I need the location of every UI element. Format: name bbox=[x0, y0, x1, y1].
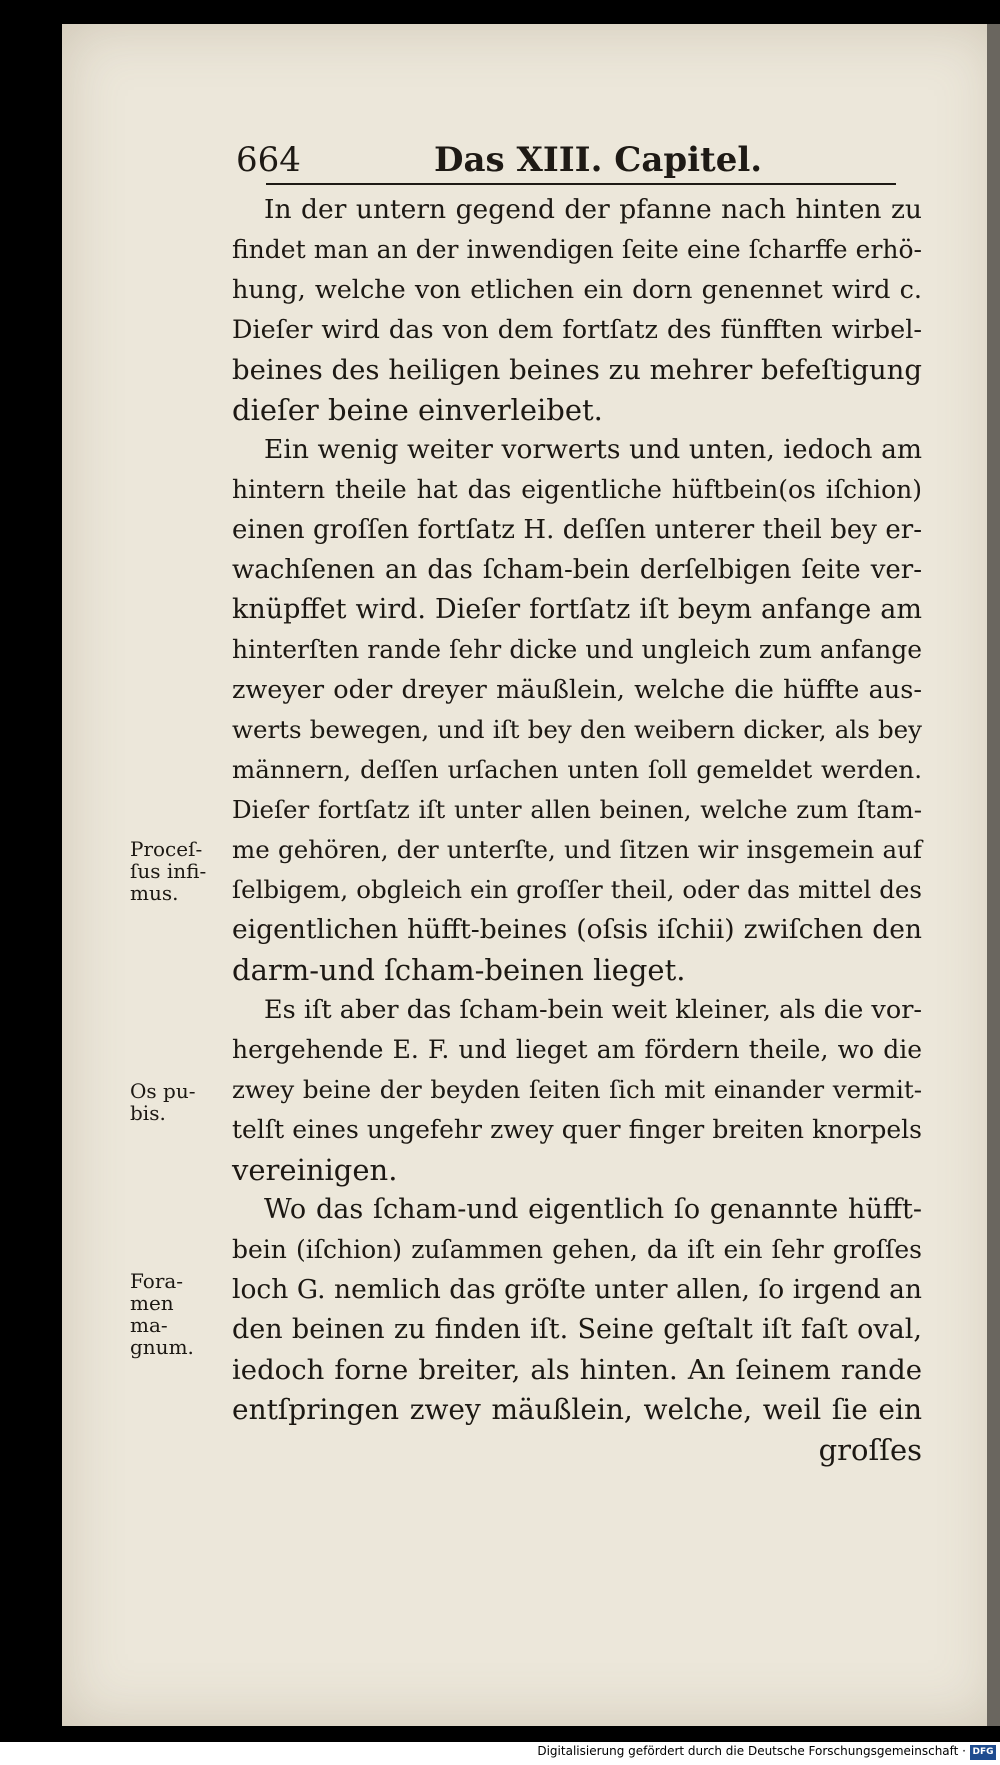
text-line: loch G. nemlich das gröſte unter allen, ſo irgend an bbox=[232, 1274, 922, 1305]
text-line: hung, welche von etlichen ein dorn genennet wird c. bbox=[232, 275, 922, 305]
text-line: Wo das ſcham-und eigentlich ſo genannte hüfft- bbox=[264, 1194, 922, 1225]
text-line: Ein wenig weiter vorwerts und unten, iedoch am bbox=[264, 434, 922, 465]
page-number: 664 bbox=[236, 140, 301, 180]
margin-note-os-pubis: Os pu- bis. bbox=[130, 1079, 196, 1125]
footer-credit: Digitalisierung gefördert durch die Deutsche Forschungsgemeinschaft · bbox=[537, 1744, 966, 1758]
dfg-logo: DFG bbox=[970, 1745, 996, 1760]
text-line: hergehende E. F. und lieget am fördern theile, wo die bbox=[232, 1035, 922, 1064]
text-line: den beinen zu finden iſt. Seine geſtalt iſt faſt oval, bbox=[232, 1314, 922, 1345]
text-line: dieſer beine einverleibet. bbox=[232, 393, 603, 427]
body-text bbox=[232, 190, 922, 1470]
text-line: hinterſten rande ſehr dicke und ungleich zum anfange bbox=[232, 635, 922, 664]
text-line: In der untern gegend der pfanne nach hinten zu bbox=[264, 194, 922, 225]
text-line: männern, deſſen urſachen unten ſoll gemeldet werden. bbox=[232, 755, 922, 784]
text-line: beines des heiligen beines zu mehrer befeſtigung bbox=[232, 354, 922, 386]
text-line: telſt eines ungefehr zwey quer finger breiten knorpels bbox=[232, 1115, 922, 1144]
text-line: findet man an der inwendigen ſeite eine ſcharffe erhö- bbox=[232, 235, 922, 264]
header-rule-right bbox=[342, 183, 896, 185]
margin-note-processus: Proceſ- ſus infi- mus. bbox=[130, 837, 207, 905]
text-line: iedoch forne breiter, als hinten. An ſeinem rande bbox=[232, 1354, 922, 1386]
text-line: me gehören, der unterſte, und ſitzen wir insgemein auf bbox=[232, 835, 922, 864]
text-line: knüpffet wird. Dieſer fortſatz iſt beym anfange am bbox=[232, 594, 922, 625]
text-line: Dieſer fortſatz iſt unter allen beinen, welche zum ſtam- bbox=[232, 795, 922, 824]
text-line: werts bewegen, und iſt bey den weibern dicker, als bey bbox=[232, 715, 922, 744]
text-line: Dieſer wird das von dem fortſatz des fünfften wirbel- bbox=[232, 315, 922, 345]
page-edge bbox=[987, 24, 1000, 1726]
text-line: darm-und ſcham-beinen lieget. bbox=[232, 953, 686, 987]
text-line: hintern theile hat das eigentliche hüftbein(os iſchion) bbox=[232, 475, 922, 504]
text-line: zwey beine der beyden ſeiten ſich mit einander vermit- bbox=[232, 1075, 922, 1104]
text-line: zweyer oder dreyer mäußlein, welche die hüffte aus- bbox=[232, 675, 922, 705]
text-line: eigentlichen hüfft-beines (oſsis iſchii) zwiſchen den bbox=[232, 914, 922, 945]
margin-note-foramen: Fora- men ma- gnum. bbox=[130, 1269, 194, 1359]
text-line: wachſenen an das ſcham-bein derſelbigen ſeite ver- bbox=[232, 555, 922, 585]
text-line: Es iſt aber das ſcham-bein weit kleiner, als die vor- bbox=[264, 995, 922, 1025]
catchword: groſſes bbox=[818, 1433, 922, 1467]
text-line: ſelbigem, obgleich ein groſſer theil, oder das mittel des bbox=[232, 875, 922, 904]
running-title: Das XIII. Capitel. bbox=[434, 140, 763, 180]
text-line: entſpringen zwey mäußlein, welche, weil ſie ein bbox=[232, 1393, 922, 1426]
text-line: vereinigen. bbox=[232, 1153, 398, 1187]
text-line: bein (iſchion) zuſammen gehen, da iſt ein ſehr groſſes bbox=[232, 1235, 922, 1264]
page-header bbox=[236, 140, 896, 184]
text-line: einen groſſen fortſatz H. deſſen unterer theil bey er- bbox=[232, 515, 922, 545]
